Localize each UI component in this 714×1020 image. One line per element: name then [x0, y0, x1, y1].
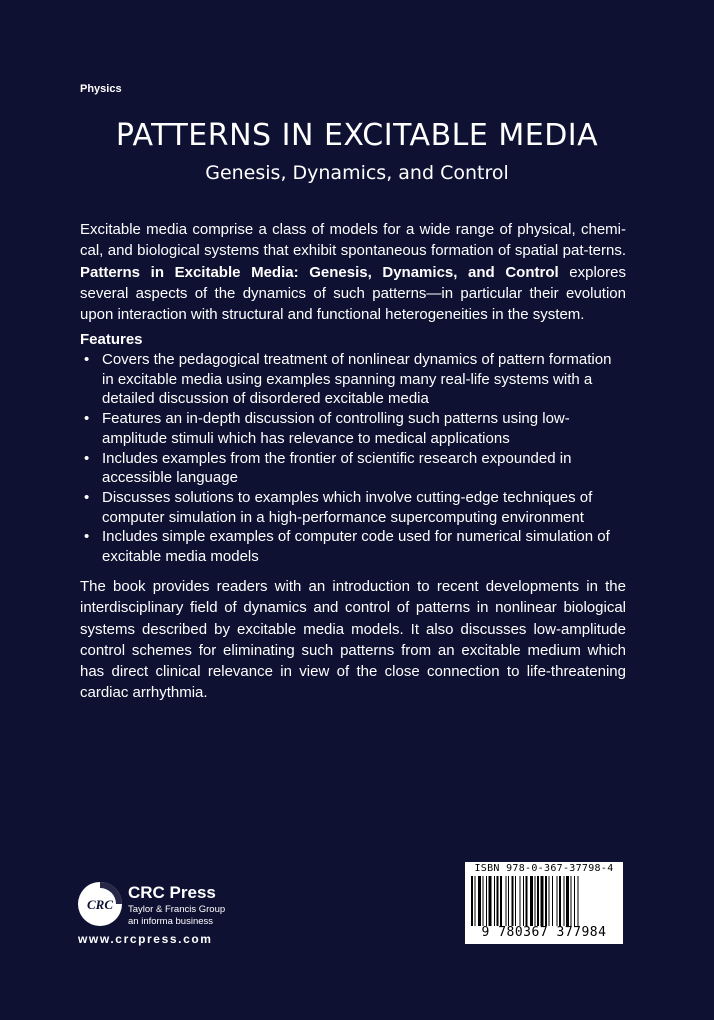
barcode-bar: [541, 876, 544, 926]
feature-item: • Includes examples from the frontier of scientific research expounded in accessible language: [80, 449, 620, 488]
closing-paragraph: The book provides readers with an introduction to recent developments in the interdisciplinary field of dynamics and control of patterns in nonlinear biological systems described by excitable media models. It also discusses low-amplitude control schemes for eliminating such patterns from an excitable medium which has direct clinical relevance in view of the close connection to life-threatening cardiac arrhythmia.: [80, 578, 626, 702]
publisher-name: CRC Press: [128, 883, 216, 902]
barcode-bar: [512, 876, 514, 926]
barcode-bar: [523, 876, 524, 926]
publisher-url[interactable]: www.crcpress.com: [78, 932, 213, 946]
barcode-bar: [475, 876, 476, 926]
features-list: [80, 350, 620, 567]
isbn-label: ISBN 978-0-367-37798-4: [474, 863, 614, 874]
barcode-bar: [578, 876, 579, 926]
barcode-bar: [574, 876, 575, 926]
feature-item: • Includes simple examples of computer code used for numerical simulation of excitable media models: [80, 527, 620, 566]
barcode-bar: [564, 876, 565, 926]
book-title: PATTERNS IN EXCITABLE MEDIA: [115, 118, 599, 153]
feature-item: • Discusses solutions to examples which involve cutting-edge techniques of computer simulation in a high-performance supercomputing environment: [80, 488, 620, 527]
isbn-digits: 9 780367 377984: [481, 925, 607, 940]
barcode-bar: [506, 876, 507, 926]
description-bold-title: Patterns in Excitable Media: Genesis, Dynamics, and Control: [80, 263, 559, 281]
barcode-bar: [535, 876, 536, 926]
barcode-bar: [549, 876, 550, 926]
features-heading: Features: [80, 331, 143, 348]
barcode-bar: [571, 876, 572, 926]
barcode-bar: [520, 876, 521, 926]
barcode-bar: [545, 876, 547, 926]
barcode-bar: [559, 876, 561, 926]
barcode-bar: [497, 876, 499, 926]
description-text-1: Excitable media comprise a class of models for a wide range of physical, chemi-cal, and biological systems that exhibit spontaneous formation of spatial pat-terns.: [80, 221, 626, 260]
barcode-bar: [537, 876, 539, 926]
barcode-bar: [471, 876, 473, 926]
barcode-bar: [486, 876, 487, 926]
publisher-block: [76, 880, 276, 950]
publisher-group: Taylor & Francis Group: [128, 904, 226, 915]
publisher-business: an informa business: [128, 916, 214, 927]
feature-item: • Features an in-depth discussion of controlling such patterns using low-amplitude stimuli which has relevance to medical applications: [80, 409, 620, 448]
barcode-bar: [500, 876, 502, 926]
barcode-bar: [494, 876, 495, 926]
barcode-bar: [483, 876, 484, 926]
barcode-bar: [566, 876, 569, 926]
barcode-bars-icon: [471, 876, 617, 926]
barcode-bar: [489, 876, 492, 926]
description-text-2: explores several aspects of the dynamics of such patterns—in particular their evolution upon interaction with structural and functional heterogeneities in the system.: [80, 263, 626, 324]
barcode-bar: [530, 876, 533, 926]
description-paragraph: [80, 219, 626, 325]
barcode-bar: [515, 876, 516, 926]
barcode-bar: [552, 876, 553, 926]
crc-press-logo-icon: [76, 880, 124, 928]
book-subtitle: Genesis, Dynamics, and Control: [205, 162, 509, 184]
isbn-barcode: [465, 862, 623, 944]
category-label: Physics: [80, 83, 122, 95]
feature-item: • Covers the pedagogical treatment of nonlinear dynamics of pattern formation in excitable media using examples spanning many real-life systems with a detailed discussion of disordered excitable media: [80, 350, 620, 409]
barcode-bar: [526, 876, 528, 926]
barcode-bar: [557, 876, 558, 926]
logo-text: CRC: [86, 897, 114, 912]
barcode-bar: [508, 876, 509, 926]
barcode-bar: [478, 876, 481, 926]
